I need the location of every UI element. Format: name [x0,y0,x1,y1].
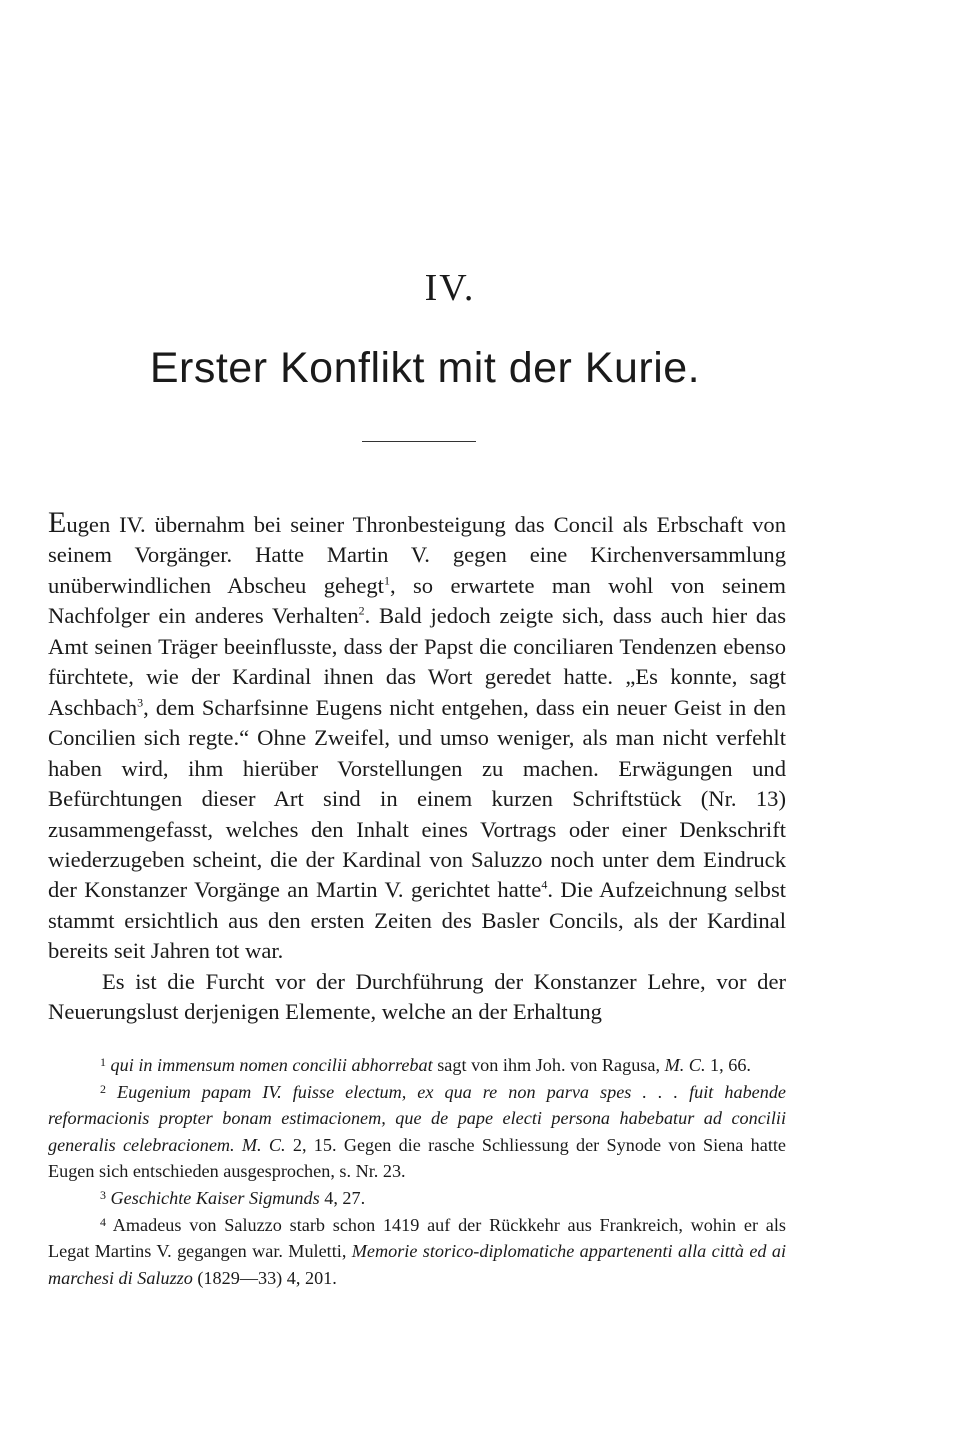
body-text [48,508,786,1028]
title-divider [362,441,476,442]
paragraph-text: . Die Aufzeichnung selbst stammt ersichtlich aus den ersten Zeiten des Basler Concils, als der Kardinal bereits seit Jahren tot war. [48,877,787,964]
footnote-text: 4, 27. [319,1187,366,1208]
chapter-number: IV. [424,267,476,309]
footnote [48,1212,786,1292]
footnote-number: 3 [100,1187,106,1202]
paragraph: Es ist die Furcht vor der Durchführung der Konstanzer Lehre, vor der Neuerungslust derjenigen Elemente, welche an der Erhaltung [48,968,786,1025]
chapter-title: Erster Konflikt mit der Kurie. [149,344,701,392]
footnote-quote: Eugenium papam IV. fuisse electum, ex qua re non parva spes . . . fuit habende reformacionis propter bonam estimacionem, que de pape electi persona habebatur ad concilii generalis celebracionem. [48,1081,787,1155]
footnote-text [235,1135,242,1155]
footnote-quote: qui in immensum nomen concilii abhorrebat [110,1055,433,1075]
footnote-number: 2 [100,1081,106,1096]
paragraph-text: , so erwartete man wohl von seinem Nachfolger ein anderes Verhalten [48,572,786,629]
paragraph-text: . Bald jedoch zeigte sich, dass auch hier das Amt seinen Träger beeinflusste, dass der Papst die conciliaren Tendenzen ebenso fürchtete, wie der Kardinal ihnen das Wort geredet hatte. „Es konnte, sagt Aschbach [48,603,786,720]
paragraph-text: , dem Scharfsinne Eugens nicht entgehen, dass ein neuer Geist in den Concilien sich regte.“ Ohne Zweifel, und umso weniger, als man nicht verfehlt haben wird, ihm hierüber Vorstellungen zu machen. Erwägungen und Befürchtungen dieser Art sind in einem kurzen Schriftstück (Nr. 13) zusammengefasst, welches den Inhalt eines Vortrags oder einer Denkschrift wiederzugeben scheint, die der Kardinal von Saluzzo noch unter dem Eindruck der Konstanzer Vorgänge an Martin V. gerichtet hatte [48,694,786,903]
footnote [48,1185,786,1212]
footnote-number: 4 [100,1214,106,1229]
footnote-reference[interactable]: 1 [383,573,390,588]
footnote-source: Memorie storico-diplomatiche appartenenti alla città ed ai marchesi di Saluzzo [48,1241,786,1288]
footnote-text: (1829—33) 4, 201. [192,1267,337,1288]
footnote-reference[interactable]: 4 [541,877,548,892]
paragraph [48,508,786,967]
footnote-source: M. C. [664,1055,706,1075]
footnote-number: 1 [100,1055,106,1069]
footnote-text: 2, 15. Gegen die rasche Schliessung der Synode von Siena hatte Eugen sich entschieden ausgesprochen, s. Nr. 23. [48,1134,787,1182]
footnote-source: M. C. [241,1134,286,1155]
paragraph-text: ugen IV. übernahm bei seiner Thronbesteigung das Concil als Erbschaft von seinem Vorgänger. Hatte Martin V. gegen eine Kirchenversammlung unüberwindlichen Abscheu gehegt [48,512,786,598]
footnote-text: sagt von ihm Joh. von Ragusa, [432,1055,665,1075]
footnote [48,1079,786,1185]
footnote-reference[interactable]: 3 [137,695,144,710]
drop-cap: E [48,506,67,539]
footnote-source: Geschichte Kaiser Sigmunds [110,1187,320,1208]
footnotes [48,1052,786,1291]
footnote-text: Amadeus von Saluzzo starb schon 1419 auf der Rückkehr aus Frankreich, wohin er als Legat Martins V. gegangen war. Muletti, [48,1214,786,1262]
footnote [48,1052,786,1079]
footnote-reference[interactable]: 2 [358,603,365,618]
footnote-text: 1, 66. [705,1055,751,1075]
